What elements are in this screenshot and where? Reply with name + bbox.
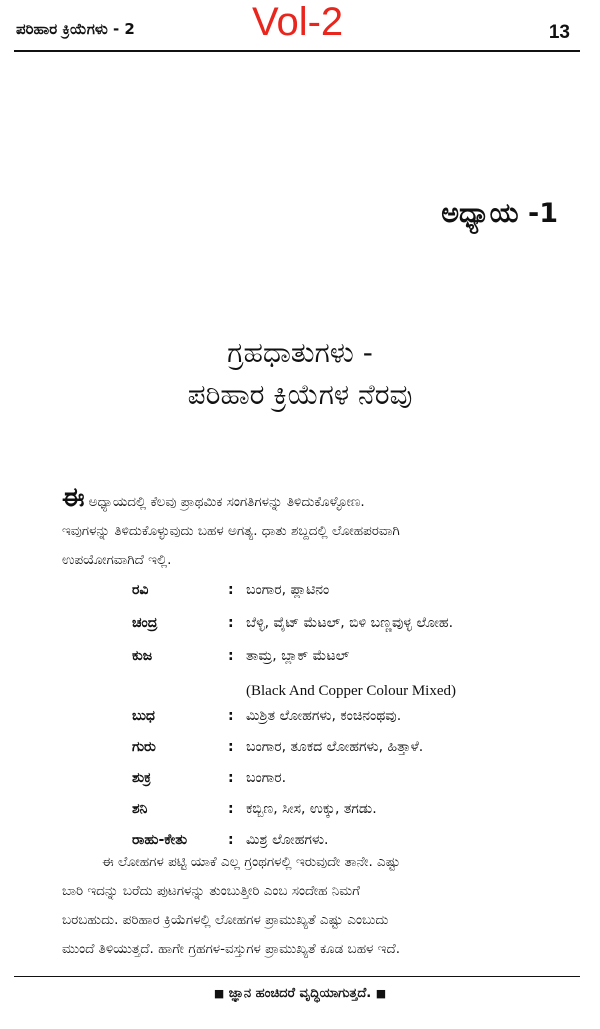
planet-name: ರಾಹು-ಕೇತು [132,832,188,848]
intro-line-2: ಇವುಗಳನ್ನು ತಿಳಿದುಕೊಳ್ಳುವುದು ಬಹಳ ಅಗತ್ಯ. ಧಾತು ಶಬ್ದದಲ್ಲಿ ಲೋಹಪರವಾಗಿ [62,523,400,539]
table-row [132,648,572,674]
separator: : [228,582,234,598]
intro-line-3: ಉಪಯೋಗವಾಗಿದೆ ಇಲ್ಲಿ. [62,552,172,568]
separator: : [228,801,234,817]
page-number: 13 [548,22,570,43]
separator: : [228,770,234,786]
metal-list: ಕಬ್ಬಿಣ, ಸೀಸ, ಉಕ್ಕು, ತಗಡು. [246,801,377,817]
intro-line-1-text: ಅಧ್ಯಾಯದಲ್ಲಿ ಕೆಲವು ಪ್ರಾಥಮಿಕ ಸಂಗತಿಗಳನ್ನು ತಿಳಿದುಕೊಳ್ಳೋಣ. [88,494,365,510]
page-header [0,0,600,52]
planet-name: ಶನಿ [132,801,148,817]
table-row [132,708,572,739]
metal-list: ಬಂಗಾರ. [246,770,287,786]
planet-name: ಶುಕ್ರ [132,770,152,786]
intro-paragraph [62,484,582,575]
metal-list: ಮಿಶ್ರ ಲೋಹಗಳು. [246,832,329,848]
separator: : [228,832,234,848]
separator: : [228,739,234,755]
chapter-title-line-2: ಪರಿಹಾರ ಕ್ರಿಯೆಗಳ ನೆರವು [187,378,413,411]
planet-name: ಬುಧ [132,708,155,724]
volume-stamp: Vol-2 [252,0,344,44]
separator: : [228,708,234,724]
table-row [132,770,572,801]
separator: : [228,648,234,664]
planet-metal-table [132,582,572,863]
drop-cap: ಈ [62,483,85,513]
table-row [132,582,572,615]
square-bullet-icon: ■ [375,987,387,1000]
metal-list: ಬಂಗಾರ, ತೂಕದ ಲೋಹಗಳು, ಹಿತ್ತಾಳೆ. [246,739,424,755]
chapter-title-line-1: ಗ್ರಹಧಾತುಗಳು - [227,336,373,369]
running-head: ಪರಿಹಾರ ಕ್ರಿಯೆಗಳು - 2 [16,20,135,38]
footer-divider [14,976,580,977]
closing-line-1 [62,848,582,877]
planet-name: ಚಂದ್ರ [132,615,158,631]
separator: : [228,615,234,631]
metal-list: ಮಿಶ್ರಿತ ಲೋಹಗಳು, ಕಂಚಿನಂಥವು. [246,708,402,724]
table-row [132,739,572,770]
closing-line-1-text: ಈ ಲೋಹಗಳ ಪಟ್ಟಿ ಯಾಕೆ ಎಲ್ಲ ಗ್ರಂಥಗಳಲ್ಲಿ ಇರುವುದೇ ತಾನೇ. ಎಷ್ಟು [102,854,401,870]
table-row [132,801,572,832]
closing-line-4: ಮುಂದೆ ತಿಳಿಯುತ್ತದೆ. ಹಾಗೇ ಗ್ರಹಗಳ-ವಸ್ತುಗಳ ಪ್ರಾಮುಖ್ಯತೆ ಕೂಡ ಬಹಳ ಇದೆ. [62,941,400,957]
planet-name: ರವಿ [132,582,149,598]
closing-paragraph [62,848,582,964]
square-bullet-icon: ■ [213,987,225,1000]
header-divider [14,50,580,52]
intro-line-1 [62,484,582,517]
closing-line-3: ಬರಬಹುದು. ಪರಿಹಾರ ಕ್ರಿಯೆಗಳಲ್ಲಿ ಲೋಹಗಳ ಪ್ರಾಮುಖ್ಯತೆ ಎಷ್ಟು ಎಂಬುದು [62,912,389,928]
footer-motto-text: ಜ್ಞಾನ ಹಂಚಿದರೆ ವೃದ್ಧಿಯಾಗುತ್ತದೆ. [228,986,372,1001]
metal-list: ಬಂಗಾರ, ಪ್ಲಾಟಿನಂ [246,582,330,598]
planet-name: ಕುಜ [132,648,153,664]
planet-name: ಗುರು [132,739,156,755]
metal-list: ತಾಮ್ರ, ಬ್ಲಾಕ್ ಮೆಟಲ್ [246,648,350,664]
table-row [132,615,572,648]
footer-motto [0,986,600,1001]
closing-line-2: ಬಾರಿ ಇದನ್ನು ಬರೆದು ಪುಟಗಳನ್ನು ತುಂಬುತ್ತೀರಿ ಎಂಬ ಸಂದೇಹ ನಿಮಗೆ [62,883,360,899]
metal-list: ಬೆಳ್ಳಿ, ವೈಟ್ ಮೆಟಲ್, ಬಿಳಿ ಬಣ್ಣವುಳ್ಳ ಲೋಹ. [246,615,454,631]
kuja-note: (Black And Copper Colour Mixed) [246,683,456,699]
chapter-label: ಅಧ್ಯಾಯ -1 [441,198,558,229]
